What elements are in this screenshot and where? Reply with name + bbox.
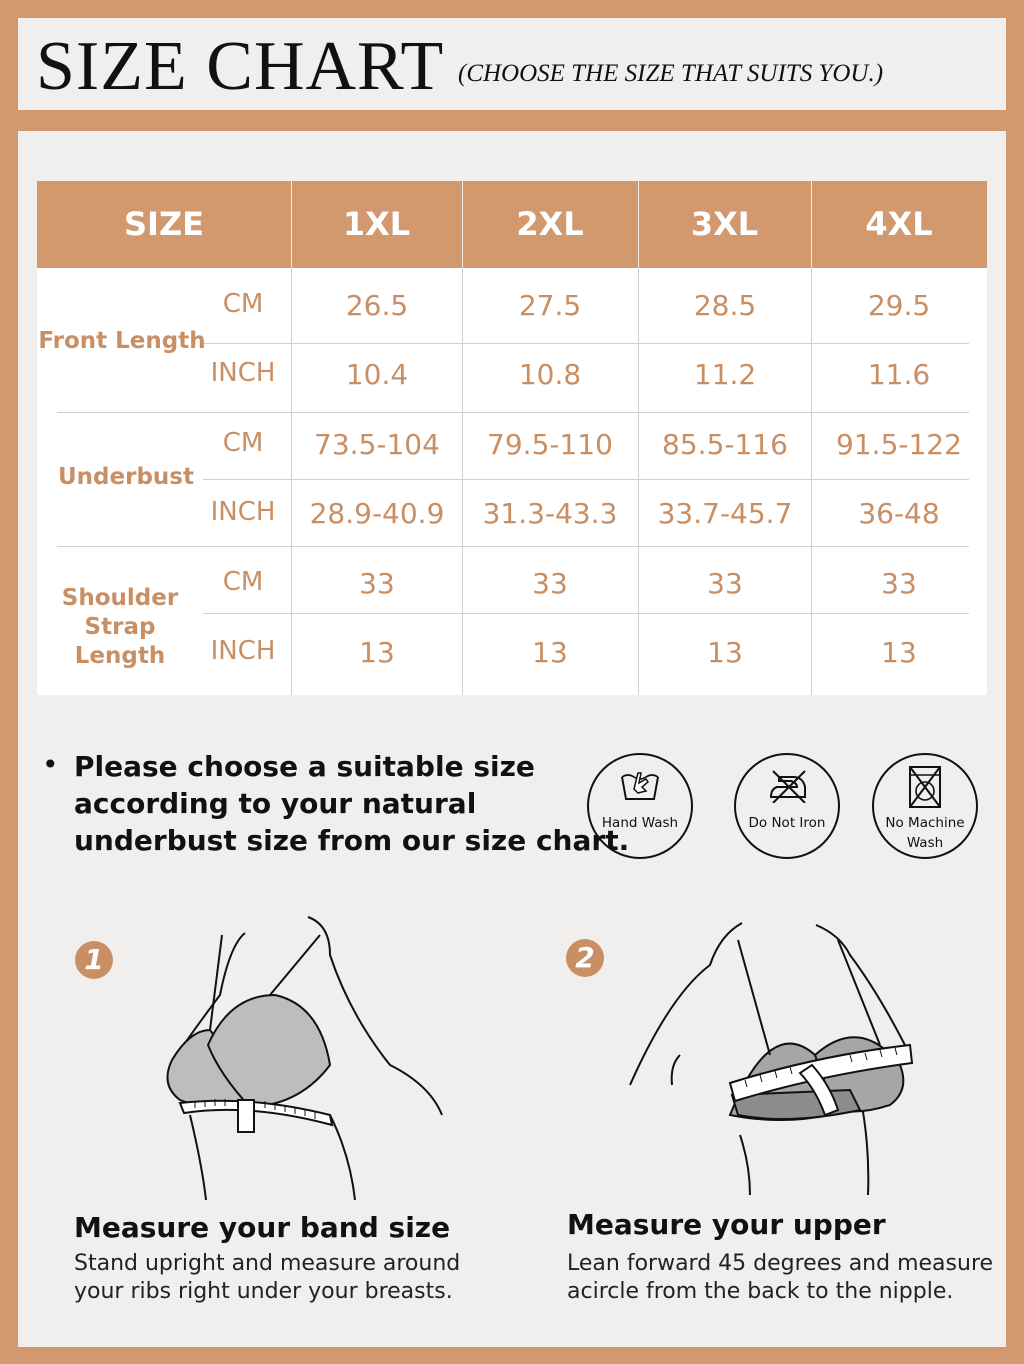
table-cell: 28.9-40.9 [309, 497, 445, 530]
upper-bust-illustration [620, 915, 920, 1200]
table-header-row [37, 181, 987, 268]
header-divider [811, 181, 812, 268]
unit-label: CM [222, 428, 264, 458]
row-label-underbust: Underbust [58, 464, 194, 490]
size-note-line: Please choose a suitable size [74, 750, 535, 783]
table-cell: 36-48 [858, 497, 940, 530]
size-note-line: underbust size from our size chart. [74, 824, 630, 857]
group-divider [57, 412, 969, 413]
header-divider [638, 181, 639, 268]
size-note [74, 748, 629, 859]
header-size-2xl: 2XL [516, 205, 584, 243]
group-divider [57, 546, 969, 547]
table-cell: 27.5 [518, 289, 582, 322]
column-divider [291, 268, 292, 695]
table-cell: 91.5-122 [836, 428, 962, 461]
table-cell: 13 [359, 636, 395, 669]
row-label-shoulder-strap-length [37, 584, 203, 671]
column-divider [811, 268, 812, 695]
page-subtitle: (CHOOSE THE SIZE THAT SUITS YOU.) [458, 60, 884, 87]
care-do-not-iron [734, 753, 840, 859]
care-label-line: Wash [906, 835, 944, 851]
header-size-1xl: 1XL [342, 205, 411, 243]
care-label: Hand Wash [601, 815, 679, 831]
step-description [567, 1250, 993, 1306]
care-no-machine-wash [872, 753, 978, 859]
table-cell: 33 [881, 567, 917, 600]
table-cell: 73.5-104 [314, 428, 440, 461]
column-divider [462, 268, 463, 695]
column-divider [638, 268, 639, 695]
table-cell: 33 [707, 567, 743, 600]
header-size-3xl: 3XL [690, 205, 759, 243]
size-table [37, 181, 987, 695]
step-description [74, 1250, 460, 1306]
step-description-line: Lean forward 45 degrees and measure [567, 1251, 994, 1276]
unit-label: INCH [210, 497, 276, 527]
step-description-line: acircle from the back to the nipple. [567, 1279, 954, 1304]
row-label-front-length: Front Length [38, 328, 206, 354]
table-cell: 13 [707, 636, 743, 669]
care-label [874, 813, 976, 853]
step-title: Measure your band size [74, 1211, 451, 1244]
header-divider [462, 181, 463, 268]
table-cell: 10.4 [345, 358, 409, 391]
unit-label: INCH [210, 358, 276, 388]
table-cell: 10.8 [518, 358, 582, 391]
header-size-label: SIZE [123, 205, 204, 243]
header-divider [291, 181, 292, 268]
table-cell: 29.5 [867, 289, 931, 322]
step-description-line: Stand upright and measure around [74, 1251, 461, 1276]
unit-label: CM [222, 289, 264, 319]
do-not-iron-icon [767, 769, 809, 803]
table-cell: 85.5-116 [662, 428, 788, 461]
unit-label: INCH [210, 636, 276, 666]
care-label-line: No Machine [885, 815, 965, 831]
step-description-line: your ribs right under your breasts. [74, 1279, 453, 1304]
table-cell: 26.5 [345, 289, 409, 322]
table-cell: 13 [532, 636, 568, 669]
row-divider [203, 343, 969, 344]
table-cell: 33 [532, 567, 568, 600]
care-hand-wash [587, 753, 693, 859]
table-cell: 79.5-110 [487, 428, 613, 461]
care-label: Do Not Iron [748, 815, 826, 831]
table-cell: 31.3-43.3 [482, 497, 618, 530]
table-cell: 11.6 [867, 358, 931, 391]
table-cell: 33.7-45.7 [657, 497, 793, 530]
bullet-icon: • [42, 748, 59, 781]
size-note-line: according to your natural [74, 787, 477, 820]
row-label-line: Strap Length [74, 614, 166, 669]
step-number-badge: 1 [75, 941, 113, 979]
band-size-illustration [150, 915, 450, 1205]
page-title: SIZE CHART [36, 28, 445, 105]
step-number-badge: 2 [566, 939, 604, 977]
table-cell: 13 [881, 636, 917, 669]
row-divider [203, 613, 969, 614]
table-cell: 11.2 [693, 358, 757, 391]
step-title: Measure your upper [567, 1208, 886, 1241]
row-label-line: Shoulder [61, 585, 179, 611]
header-banner [18, 18, 1006, 110]
unit-label: CM [222, 567, 264, 597]
table-cell: 28.5 [693, 289, 757, 322]
header-size-4xl: 4XL [865, 205, 933, 243]
no-machine-wash-icon [907, 765, 943, 809]
table-cell: 33 [359, 567, 395, 600]
hand-wash-icon [620, 769, 660, 803]
row-divider [203, 479, 969, 480]
